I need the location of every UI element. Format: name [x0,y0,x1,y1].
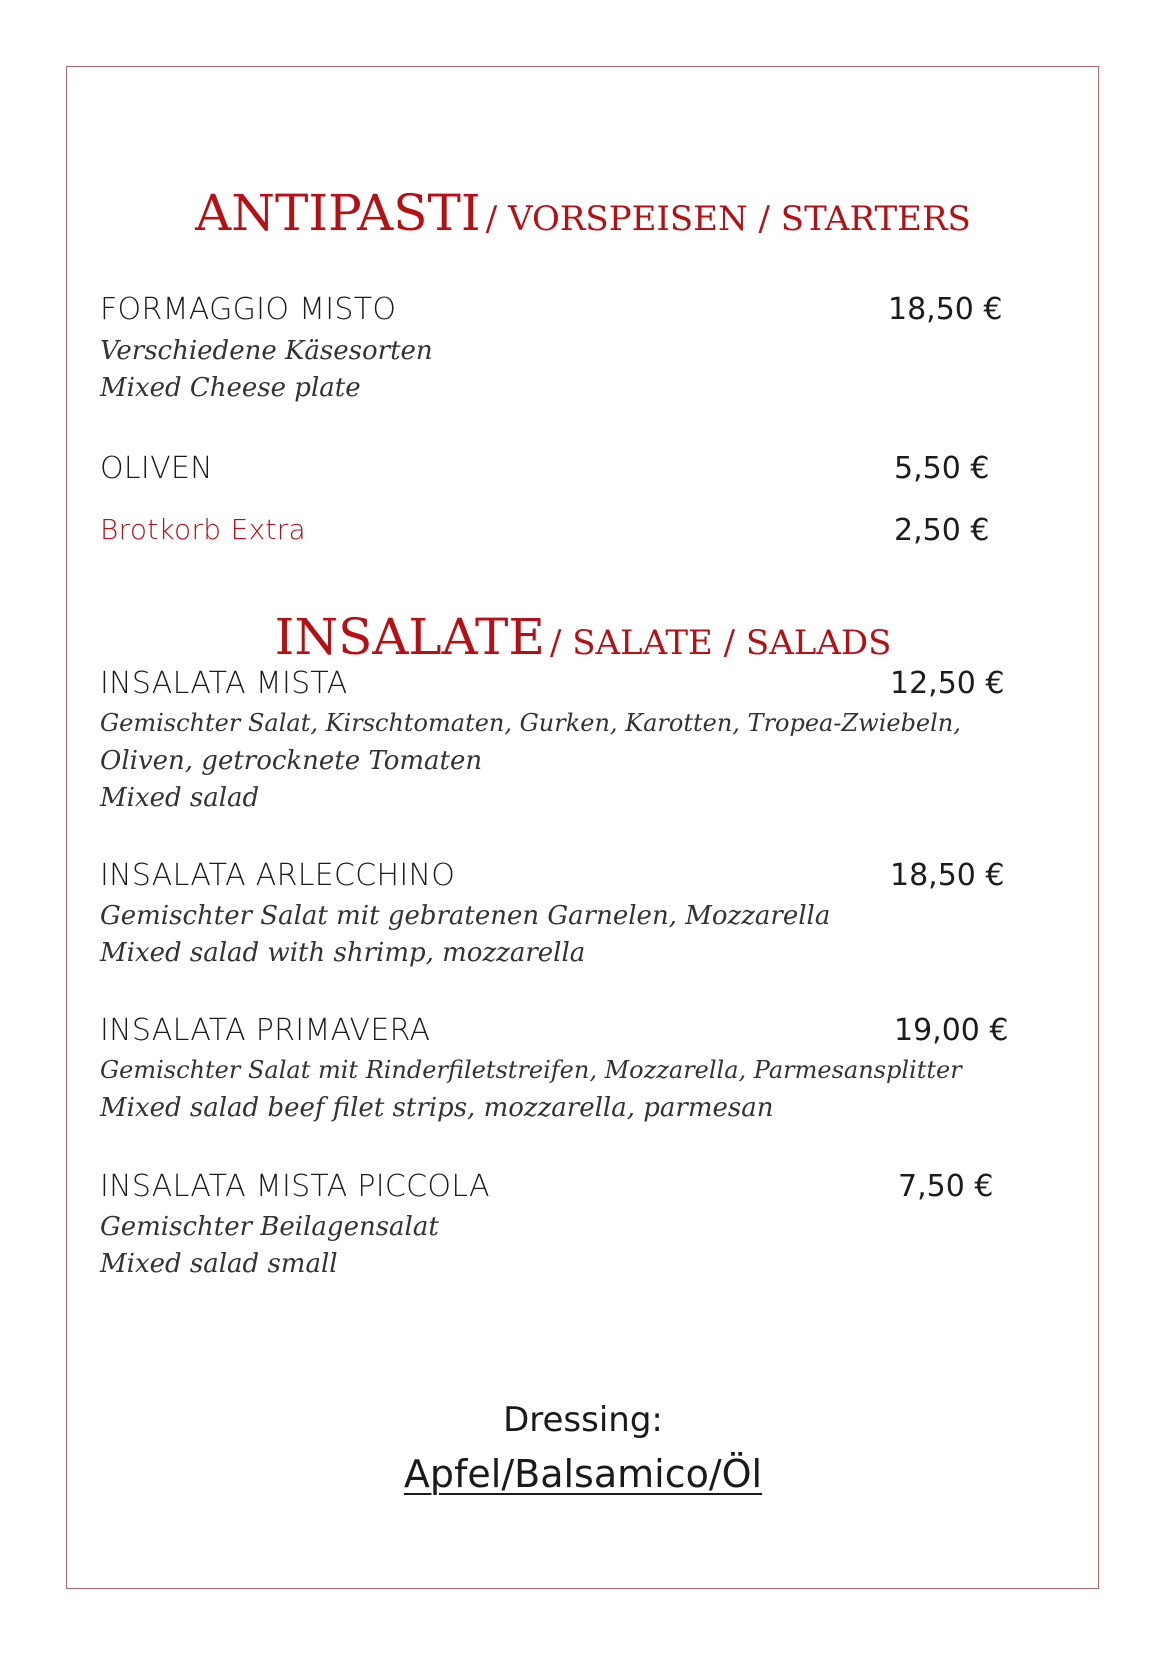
menu-item-description: Gemischter Salat mit gebratenen Garnelen, Mozzarella [100,901,831,931]
menu-item-price: 12,50 € [890,666,1005,701]
menu-item-name: OLIVEN [100,451,213,486]
section-subtitle: / SALATE / SALADS [549,623,892,663]
menu-item-description: Mixed Cheese plate [100,373,361,403]
menu-item-name: INSALATA MISTA [100,666,348,701]
menu-item-name: INSALATA PRIMAVERA [100,1013,431,1048]
dressing-label: Dressing: [503,1400,663,1440]
section-title: ANTIPASTI [195,184,481,242]
menu-item-price: 19,00 € [894,1013,1009,1048]
section-heading-insalate [0,608,1166,666]
dressing-options [0,1452,1166,1496]
menu-item-name-extra: Brotkorb Extra [100,513,306,546]
menu-item-description: Mixed salad small [100,1249,338,1279]
menu-item-price: 2,50 € [894,513,990,548]
section-title: INSALATE [274,608,545,666]
menu-item-description: Gemischter Beilagensalat [100,1212,439,1242]
section-heading-antipasti [0,184,1166,242]
menu-item-description: Verschiedene Käsesorten [100,336,433,366]
menu-item-price: 18,50 € [888,292,1003,327]
menu-item-description: Mixed salad [100,783,260,813]
menu-item-price: 7,50 € [898,1169,994,1204]
menu-item-description: Mixed salad beef filet strips, mozzarella, parmesan [100,1093,774,1123]
menu-item-description: Mixed salad with shrimp, mozzarella [100,938,586,968]
menu-item-description: Gemischter Salat, Kirschtomaten, Gurken, Karotten, Tropea-Zwiebeln, [100,709,961,737]
menu-item-name: INSALATA MISTA PICCOLA [100,1169,490,1204]
menu-item-name: FORMAGGIO MISTO [100,292,397,327]
dressing-value: Apfel/Balsamico/Öl [403,1452,763,1496]
menu-item-description: Oliven, getrocknete Tomaten [100,746,483,776]
menu-item-price: 18,50 € [890,858,1005,893]
menu-item-price: 5,50 € [894,451,990,486]
section-subtitle: / VORSPEISEN / STARTERS [485,199,971,239]
menu-item-name: INSALATA ARLECCHINO [100,858,456,893]
menu-item-description: Gemischter Salat mit Rinderfiletstreifen, Mozzarella, Parmesansplitter [100,1056,962,1084]
